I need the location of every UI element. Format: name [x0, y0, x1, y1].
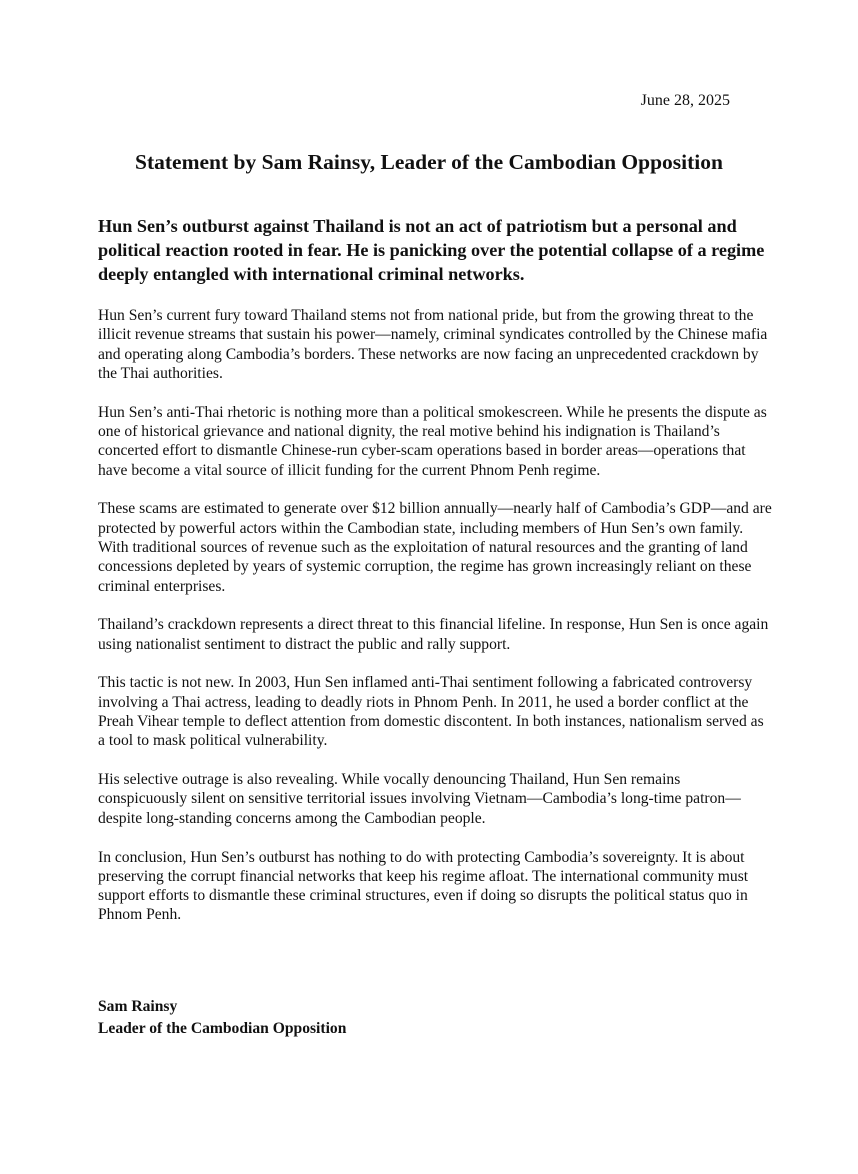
- statement-title: Statement by Sam Rainsy, Leader of the Cambodian Opposition: [135, 150, 723, 174]
- signature-role: Leader of the Cambodian Opposition: [98, 1020, 347, 1037]
- body-paragraph-6: His selective outrage is also revealing. While vocally denouncing Thailand, Hun Sen remains conspicuously silent on sensitive territorial issues involving Vietnam—Cambodia’s long-time patron—despite long-standing concerns among the Cambodian people.: [98, 771, 741, 827]
- lead-paragraph: Hun Sen’s outburst against Thailand is not an act of patriotism but a personal and political reaction rooted in fear. He is panicking over the potential collapse of a regime deeply entangled with international criminal networks.: [98, 216, 765, 284]
- body-paragraph-1: Hun Sen’s current fury toward Thailand stems not from national pride, but from the growing threat to the illicit revenue streams that sustain his power—namely, criminal syndicates controlled by the Chinese mafia and operating along Cambodia’s borders. These networks are now facing an unprecedented crackdown by the Thai authorities.: [98, 307, 768, 382]
- statement-body: [98, 214, 772, 944]
- body-paragraph-4: Thailand’s crackdown represents a direct threat to this financial lifeline. In response, Hun Sen is once again using nationalist sentiment to distract the public and rally support.: [98, 616, 769, 653]
- body-paragraph-7: In conclusion, Hun Sen’s outburst has nothing to do with protecting Cambodia’s sovereignty. It is about preserving the corrupt financial networks that keep his regime afloat. The international community must support efforts to dismantle these criminal structures, even if doing so disrupts the political status quo in Phnom Penh.: [98, 848, 749, 924]
- body-paragraph-2: Hun Sen’s anti-Thai rhetoric is nothing more than a political smokescreen. While he presents the dispute as one of historical grievance and national dignity, the real motive behind his indignation is Thailand’s concerted effort to dismantle Chinese-run cyber-scam operations based in border areas—operations that have become a vital source of illicit funding for the current Phnom Penh regime.: [98, 403, 767, 479]
- signature-name: Sam Rainsy: [98, 998, 178, 1015]
- statement-date: June 28, 2025: [640, 92, 730, 109]
- body-paragraph-5: This tactic is not new. In 2003, Hun Sen inflamed anti-Thai sentiment following a fabricated controversy involving a Thai actress, leading to deadly riots in Phnom Penh. In 2011, he used a border conflict at the Preah Vihear temple to deflect attention from domestic discontent. In both instances, nationalism served as a tool to mask political vulnerability.: [98, 674, 764, 750]
- signature-block: [98, 996, 346, 1040]
- body-paragraph-3: These scams are estimated to generate over $12 billion annually—nearly half of Cambodia’s GDP—and are protected by powerful actors within the Cambodian state, including members of Hun Sen’s own family. With traditional sources of revenue such as the exploitation of natural resources and the granting of land concessions depleted by years of systemic corruption, the regime has grown increasingly reliant on these criminal enterprises.: [98, 500, 772, 595]
